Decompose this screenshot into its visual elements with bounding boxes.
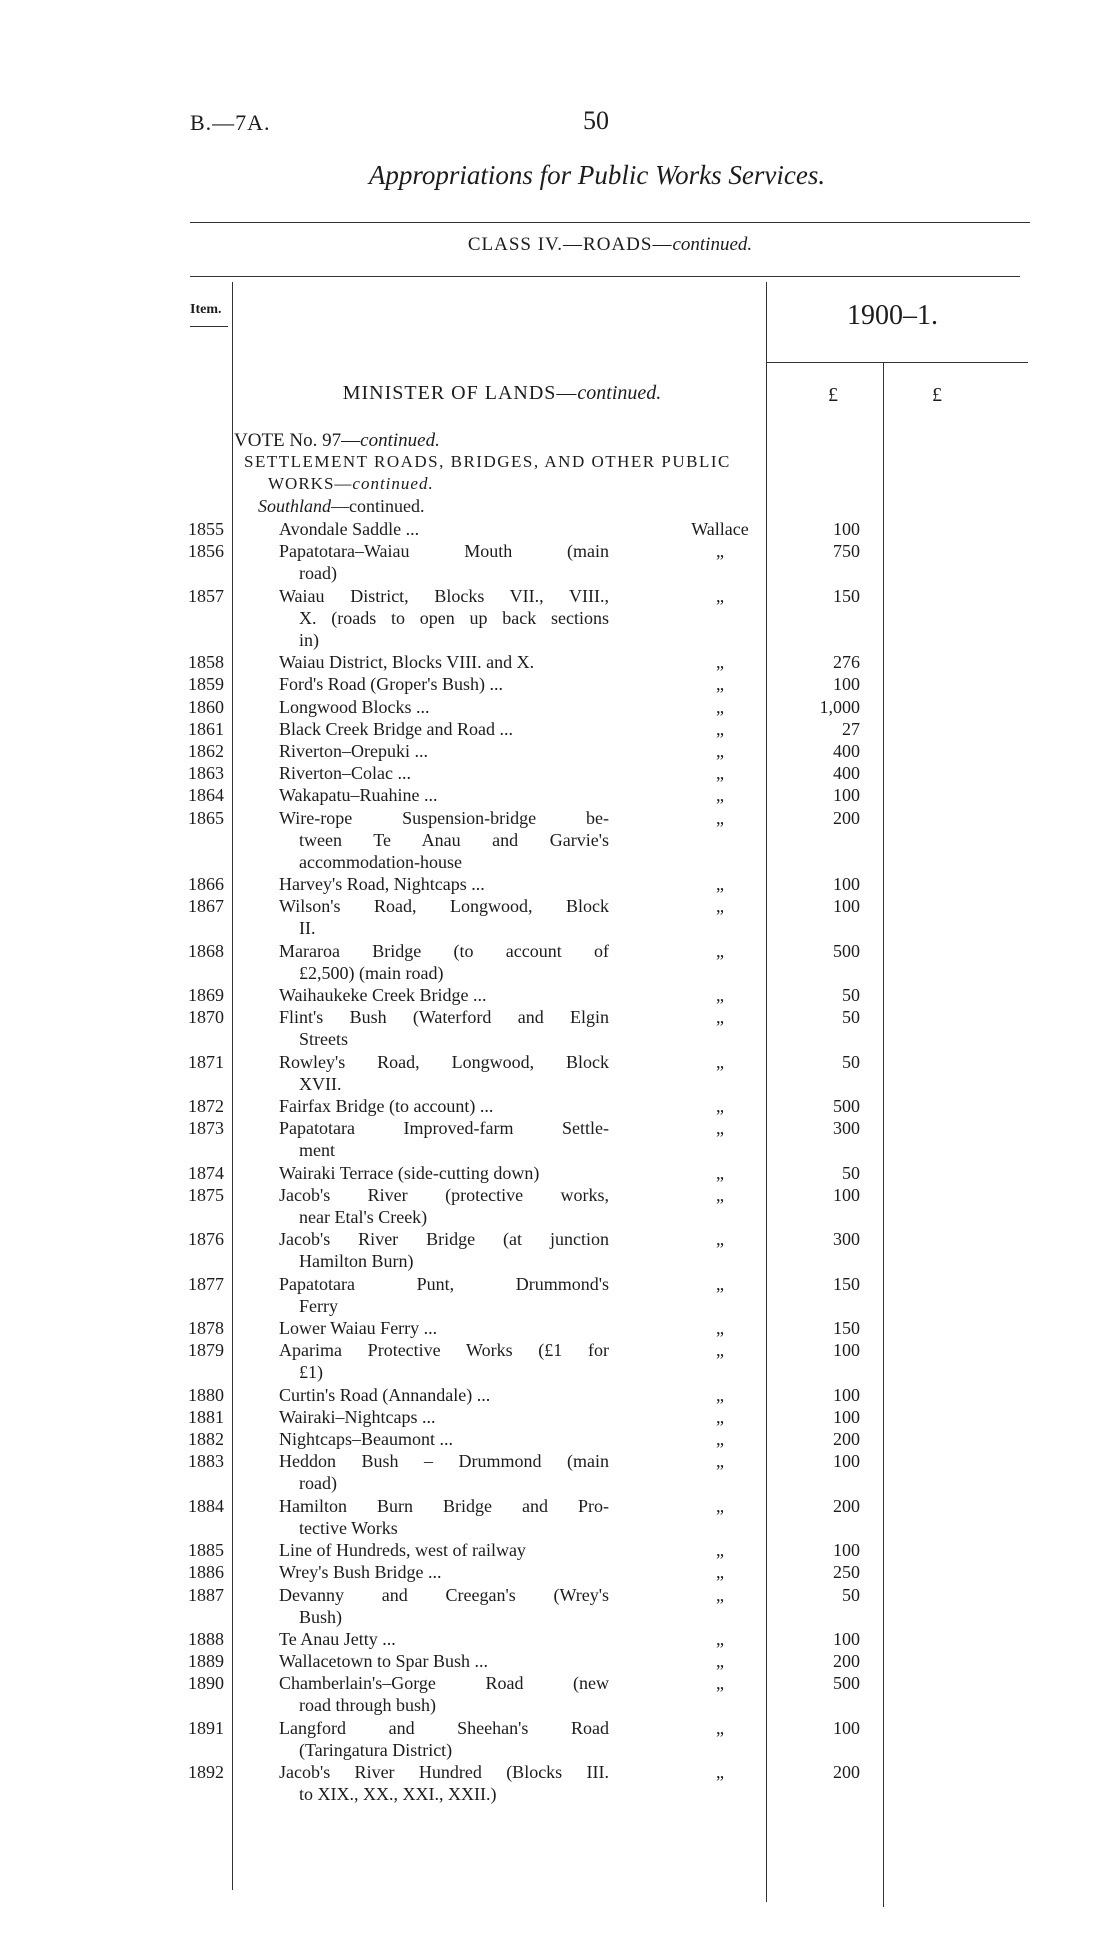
amount: 200	[833, 1762, 860, 1782]
electoral-district: „	[716, 674, 724, 694]
amount: 100	[833, 1451, 860, 1471]
class-heading	[190, 234, 1030, 256]
electoral-district: „	[716, 1762, 724, 1782]
item-number: 1883	[188, 1451, 224, 1471]
description-line: Papatotara–Waiau Mouth (main	[279, 541, 609, 561]
description-line: Waiau District, Blocks VII., VIII.,	[279, 586, 609, 606]
item-number: 1863	[188, 763, 224, 783]
description-line: Streets	[299, 1029, 348, 1049]
region-suffix: —continued.	[331, 496, 425, 516]
item-description	[279, 696, 609, 718]
description-line: Langford and Sheehan's Road	[279, 1718, 609, 1738]
description-line: Rowley's Road, Longwood, Block	[279, 1052, 609, 1072]
item-description	[279, 1495, 609, 1539]
item-number: 1864	[188, 785, 224, 805]
amount: 100	[833, 1629, 860, 1649]
item-description	[279, 1761, 609, 1805]
electoral-district: „	[716, 1163, 724, 1183]
description-line: Wrey's Bush Bridge ...	[279, 1562, 442, 1582]
description-line: Wakapatu–Ruahine ...	[279, 785, 438, 805]
electoral-district: „	[716, 1118, 724, 1138]
description-line: Mararoa Bridge (to account of	[279, 941, 609, 961]
item-description	[279, 873, 609, 895]
page-title: Appropriations for Public Works Services.	[368, 160, 826, 190]
item-number: 1879	[188, 1340, 224, 1360]
settlement-heading-cont	[268, 474, 434, 494]
item-number: 1868	[188, 941, 224, 961]
item-number: 1878	[188, 1318, 224, 1338]
description-line: Nightcaps–Beaumont ...	[279, 1429, 453, 1449]
amount: 500	[833, 1096, 860, 1116]
electoral-district: „	[716, 1274, 724, 1294]
amount: 100	[833, 1340, 860, 1360]
description-line: Avondale Saddle ...	[279, 519, 420, 539]
amount: 50	[842, 1052, 860, 1072]
minister-heading	[232, 382, 772, 405]
description-line: to XIX., XX., XXI., XXII.)	[299, 1784, 497, 1804]
description-line: in)	[299, 630, 319, 650]
electoral-district: „	[716, 719, 724, 739]
item-description	[279, 1584, 609, 1628]
item-number: 1857	[188, 586, 224, 606]
description-line: Lower Waiau Ferry ...	[279, 1318, 438, 1338]
description-line: Jacob's River Bridge (at junction	[279, 1229, 609, 1249]
description-line: Papatotara Improved-farm Settle-	[279, 1118, 609, 1138]
description-line: Fairfax Bridge (to account) ...	[279, 1096, 494, 1116]
amount: 200	[833, 1651, 860, 1671]
item-number: 1855	[188, 519, 224, 539]
description-line: Heddon Bush – Drummond (main	[279, 1451, 609, 1471]
description-line: II.	[299, 918, 316, 938]
description-line: Waiau District, Blocks VIII. and X.	[279, 652, 535, 672]
item-description	[279, 1117, 609, 1161]
electoral-district: „	[716, 1052, 724, 1072]
description-line: Wire-rope Suspension-bridge be-	[279, 808, 609, 828]
item-number: 1869	[188, 985, 224, 1005]
description-line: Line of Hundreds, west of railway	[279, 1540, 526, 1560]
rule-top	[190, 222, 1030, 223]
description-line: Wallacetown to Spar Bush ...	[279, 1651, 489, 1671]
description-line: Black Creek Bridge and Road ...	[279, 719, 513, 739]
item-description	[279, 1406, 609, 1428]
amount: 400	[833, 763, 860, 783]
electoral-district: „	[716, 941, 724, 961]
item-number: 1865	[188, 808, 224, 828]
item-number: 1887	[188, 1585, 224, 1605]
item-number: 1873	[188, 1118, 224, 1138]
description-line: Curtin's Road (Annandale) ...	[279, 1385, 491, 1405]
region-heading	[258, 496, 425, 517]
electoral-district: „	[716, 985, 724, 1005]
rule-year-head	[766, 362, 1028, 363]
electoral-district: „	[716, 1585, 724, 1605]
description-line: Harvey's Road, Nightcaps ...	[279, 874, 485, 894]
electoral-district: „	[716, 1718, 724, 1738]
item-number: 1874	[188, 1163, 224, 1183]
item-number: 1861	[188, 719, 224, 739]
amount: 100	[833, 1185, 860, 1205]
description-line: Hamilton Burn)	[299, 1251, 414, 1271]
amount: 200	[833, 808, 860, 828]
item-number: 1892	[188, 1762, 224, 1782]
description-line: (Taringatura District)	[299, 1740, 453, 1760]
item-description	[279, 1339, 609, 1383]
item-number: 1877	[188, 1274, 224, 1294]
description-line: Te Anau Jetty ...	[279, 1629, 396, 1649]
amount: 200	[833, 1496, 860, 1516]
description-line: Papatotara Punt, Drummond's	[279, 1274, 609, 1294]
electoral-district: „	[716, 808, 724, 828]
amount: 50	[842, 1163, 860, 1183]
item-description	[279, 1273, 609, 1317]
item-number: 1862	[188, 741, 224, 761]
amount: 276	[833, 652, 860, 672]
amount: 400	[833, 741, 860, 761]
settlement-heading-cont-text: WORKS—	[268, 474, 353, 493]
vote-heading-suffix: continued.	[360, 430, 440, 451]
electoral-district: „	[716, 1451, 724, 1471]
amount: 1,000	[819, 697, 860, 717]
electoral-district: „	[716, 541, 724, 561]
electoral-district: „	[716, 1007, 724, 1027]
item-number: 1875	[188, 1185, 224, 1205]
amount: 300	[833, 1229, 860, 1249]
electoral-district: „	[716, 1651, 724, 1671]
description-line: Aparima Protective Works (£1 for	[279, 1340, 609, 1360]
vote-heading	[234, 430, 440, 452]
description-line: near Etal's Creek)	[299, 1207, 428, 1227]
item-description	[279, 1006, 609, 1050]
item-description	[279, 1450, 609, 1494]
amount: 500	[833, 941, 860, 961]
item-description	[279, 895, 609, 939]
item-number: 1859	[188, 674, 224, 694]
amount: 100	[833, 785, 860, 805]
class-heading-suffix: continued.	[672, 234, 753, 255]
amount: 250	[833, 1562, 860, 1582]
description-line: £1)	[299, 1362, 323, 1382]
amount: 100	[833, 874, 860, 894]
item-description	[279, 940, 609, 984]
description-line: XVII.	[299, 1074, 342, 1094]
item-number: 1880	[188, 1385, 224, 1405]
item-number: 1860	[188, 697, 224, 717]
amount: 50	[842, 985, 860, 1005]
item-description	[279, 984, 609, 1006]
description-line: Wilson's Road, Longwood, Block	[279, 896, 609, 916]
electoral-district: „	[716, 586, 724, 606]
item-description	[279, 1051, 609, 1095]
item-description	[279, 651, 609, 673]
item-description	[279, 1228, 609, 1272]
description-line: £2,500) (main road)	[299, 963, 444, 983]
item-description	[279, 1428, 609, 1450]
description-line: Riverton–Colac ...	[279, 763, 411, 783]
item-number: 1884	[188, 1496, 224, 1516]
description-line: Longwood Blocks ...	[279, 697, 430, 717]
item-number: 1885	[188, 1540, 224, 1560]
amount: 100	[833, 1407, 860, 1427]
electoral-district: „	[716, 741, 724, 761]
description-line: accommodation-house	[299, 852, 462, 872]
description-line: tween Te Anau and Garvie's	[299, 830, 609, 850]
amount: 100	[833, 1385, 860, 1405]
description-line: X. (roads to open up back sections	[299, 608, 609, 628]
electoral-district: „	[716, 1629, 724, 1649]
amount: 100	[833, 519, 860, 539]
item-description	[279, 1650, 609, 1672]
amount: 100	[833, 674, 860, 694]
description-line: Wairaki Terrace (side-cutting down)	[279, 1163, 540, 1183]
item-description	[279, 784, 609, 806]
description-line: Ford's Road (Groper's Bush) ...	[279, 674, 503, 694]
description-line: road)	[299, 563, 337, 583]
item-description	[279, 1095, 609, 1117]
page-reference: B.—7A.	[190, 110, 271, 135]
amount: 150	[833, 1274, 860, 1294]
electoral-district: „	[716, 1429, 724, 1449]
electoral-district: „	[716, 697, 724, 717]
item-number: 1888	[188, 1629, 224, 1649]
item-description	[279, 518, 609, 540]
rule-total-column	[883, 362, 884, 1907]
electoral-district: „	[716, 1318, 724, 1338]
year-column-header: 1900–1.	[847, 300, 938, 331]
item-description	[279, 762, 609, 784]
item-number: 1858	[188, 652, 224, 672]
electoral-district: Wallace	[691, 519, 749, 539]
item-number: 1886	[188, 1562, 224, 1582]
item-description	[279, 1672, 609, 1716]
electoral-district: „	[716, 652, 724, 672]
item-description	[279, 1317, 609, 1339]
item-description	[279, 807, 609, 873]
amount: 150	[833, 1318, 860, 1338]
item-description	[279, 740, 609, 762]
description-line: Ferry	[299, 1296, 338, 1316]
minister-heading-suffix: continued.	[577, 382, 662, 404]
item-number: 1890	[188, 1673, 224, 1693]
electoral-district: „	[716, 1385, 724, 1405]
description-line: Jacob's River (protective works,	[279, 1185, 609, 1205]
amount: 100	[833, 1540, 860, 1560]
amount: 100	[833, 896, 860, 916]
rule-item-head	[190, 326, 228, 327]
electoral-district: „	[716, 1540, 724, 1560]
page-number: 50	[583, 106, 609, 135]
description-line: tective Works	[299, 1518, 398, 1538]
amount: 50	[842, 1007, 860, 1027]
electoral-district: „	[716, 1229, 724, 1249]
vote-heading-text: VOTE No. 97—	[234, 430, 361, 451]
description-line: Bush)	[299, 1607, 343, 1627]
description-line: Wairaki–Nightcaps ...	[279, 1407, 436, 1427]
description-line: Jacob's River Hundred (Blocks III.	[279, 1762, 609, 1782]
electoral-district: „	[716, 1407, 724, 1427]
item-description	[279, 1384, 609, 1406]
electoral-district: „	[716, 1562, 724, 1582]
item-number: 1870	[188, 1007, 224, 1027]
item-number: 1891	[188, 1718, 224, 1738]
item-description	[279, 585, 609, 651]
item-description	[279, 1539, 609, 1561]
amount: 100	[833, 1718, 860, 1738]
amount: 300	[833, 1118, 860, 1138]
item-number: 1876	[188, 1229, 224, 1249]
item-number: 1856	[188, 541, 224, 561]
region-name: Southland	[258, 496, 332, 516]
item-description	[279, 1628, 609, 1650]
description-line: Chamberlain's–Gorge Road (new	[279, 1673, 609, 1693]
item-number: 1889	[188, 1651, 224, 1671]
amount: 27	[842, 719, 860, 739]
electoral-district: „	[716, 785, 724, 805]
amount: 50	[842, 1585, 860, 1605]
description-line: road through bush)	[299, 1695, 436, 1715]
description-line: Hamilton Burn Bridge and Pro-	[279, 1496, 609, 1516]
item-description	[279, 540, 609, 584]
currency-symbol-2: £	[932, 384, 942, 406]
description-line: Flint's Bush (Waterford and Elgin	[279, 1007, 609, 1027]
electoral-district: „	[716, 1185, 724, 1205]
electoral-district: „	[716, 874, 724, 894]
item-number: 1867	[188, 896, 224, 916]
item-description	[279, 1561, 609, 1583]
item-description	[279, 1717, 609, 1761]
settlement-heading-suffix: continued.	[352, 474, 434, 493]
description-line: Devanny and Creegan's (Wrey's	[279, 1585, 609, 1605]
item-description	[279, 673, 609, 695]
amount: 500	[833, 1673, 860, 1693]
electoral-district: „	[716, 1496, 724, 1516]
class-heading-text: CLASS IV.—ROADS—	[467, 234, 673, 255]
electoral-district: „	[716, 896, 724, 916]
description-line: ment	[299, 1140, 335, 1160]
description-line: Waihaukeke Creek Bridge ...	[279, 985, 487, 1005]
electoral-district: „	[716, 1673, 724, 1693]
item-description	[279, 1162, 609, 1184]
settlement-heading: SETTLEMENT ROADS, BRIDGES, AND OTHER PUBLIC	[244, 452, 731, 471]
item-description	[279, 1184, 609, 1228]
amount: 150	[833, 586, 860, 606]
amount: 750	[833, 541, 860, 561]
item-number: 1881	[188, 1407, 224, 1427]
item-column-header: Item.	[190, 302, 222, 317]
item-number: 1871	[188, 1052, 224, 1072]
electoral-district: „	[716, 1096, 724, 1116]
amount: 200	[833, 1429, 860, 1449]
description-line: Riverton–Orepuki ...	[279, 741, 428, 761]
currency-symbol-1: £	[828, 384, 838, 406]
minister-heading-text: MINISTER OF LANDS—	[342, 382, 578, 404]
rule-table-top	[190, 276, 1020, 277]
electoral-district: „	[716, 1340, 724, 1360]
item-number: 1882	[188, 1429, 224, 1449]
electoral-district: „	[716, 763, 724, 783]
item-number: 1866	[188, 874, 224, 894]
description-line: road)	[299, 1473, 337, 1493]
item-description	[279, 718, 609, 740]
item-number: 1872	[188, 1096, 224, 1116]
